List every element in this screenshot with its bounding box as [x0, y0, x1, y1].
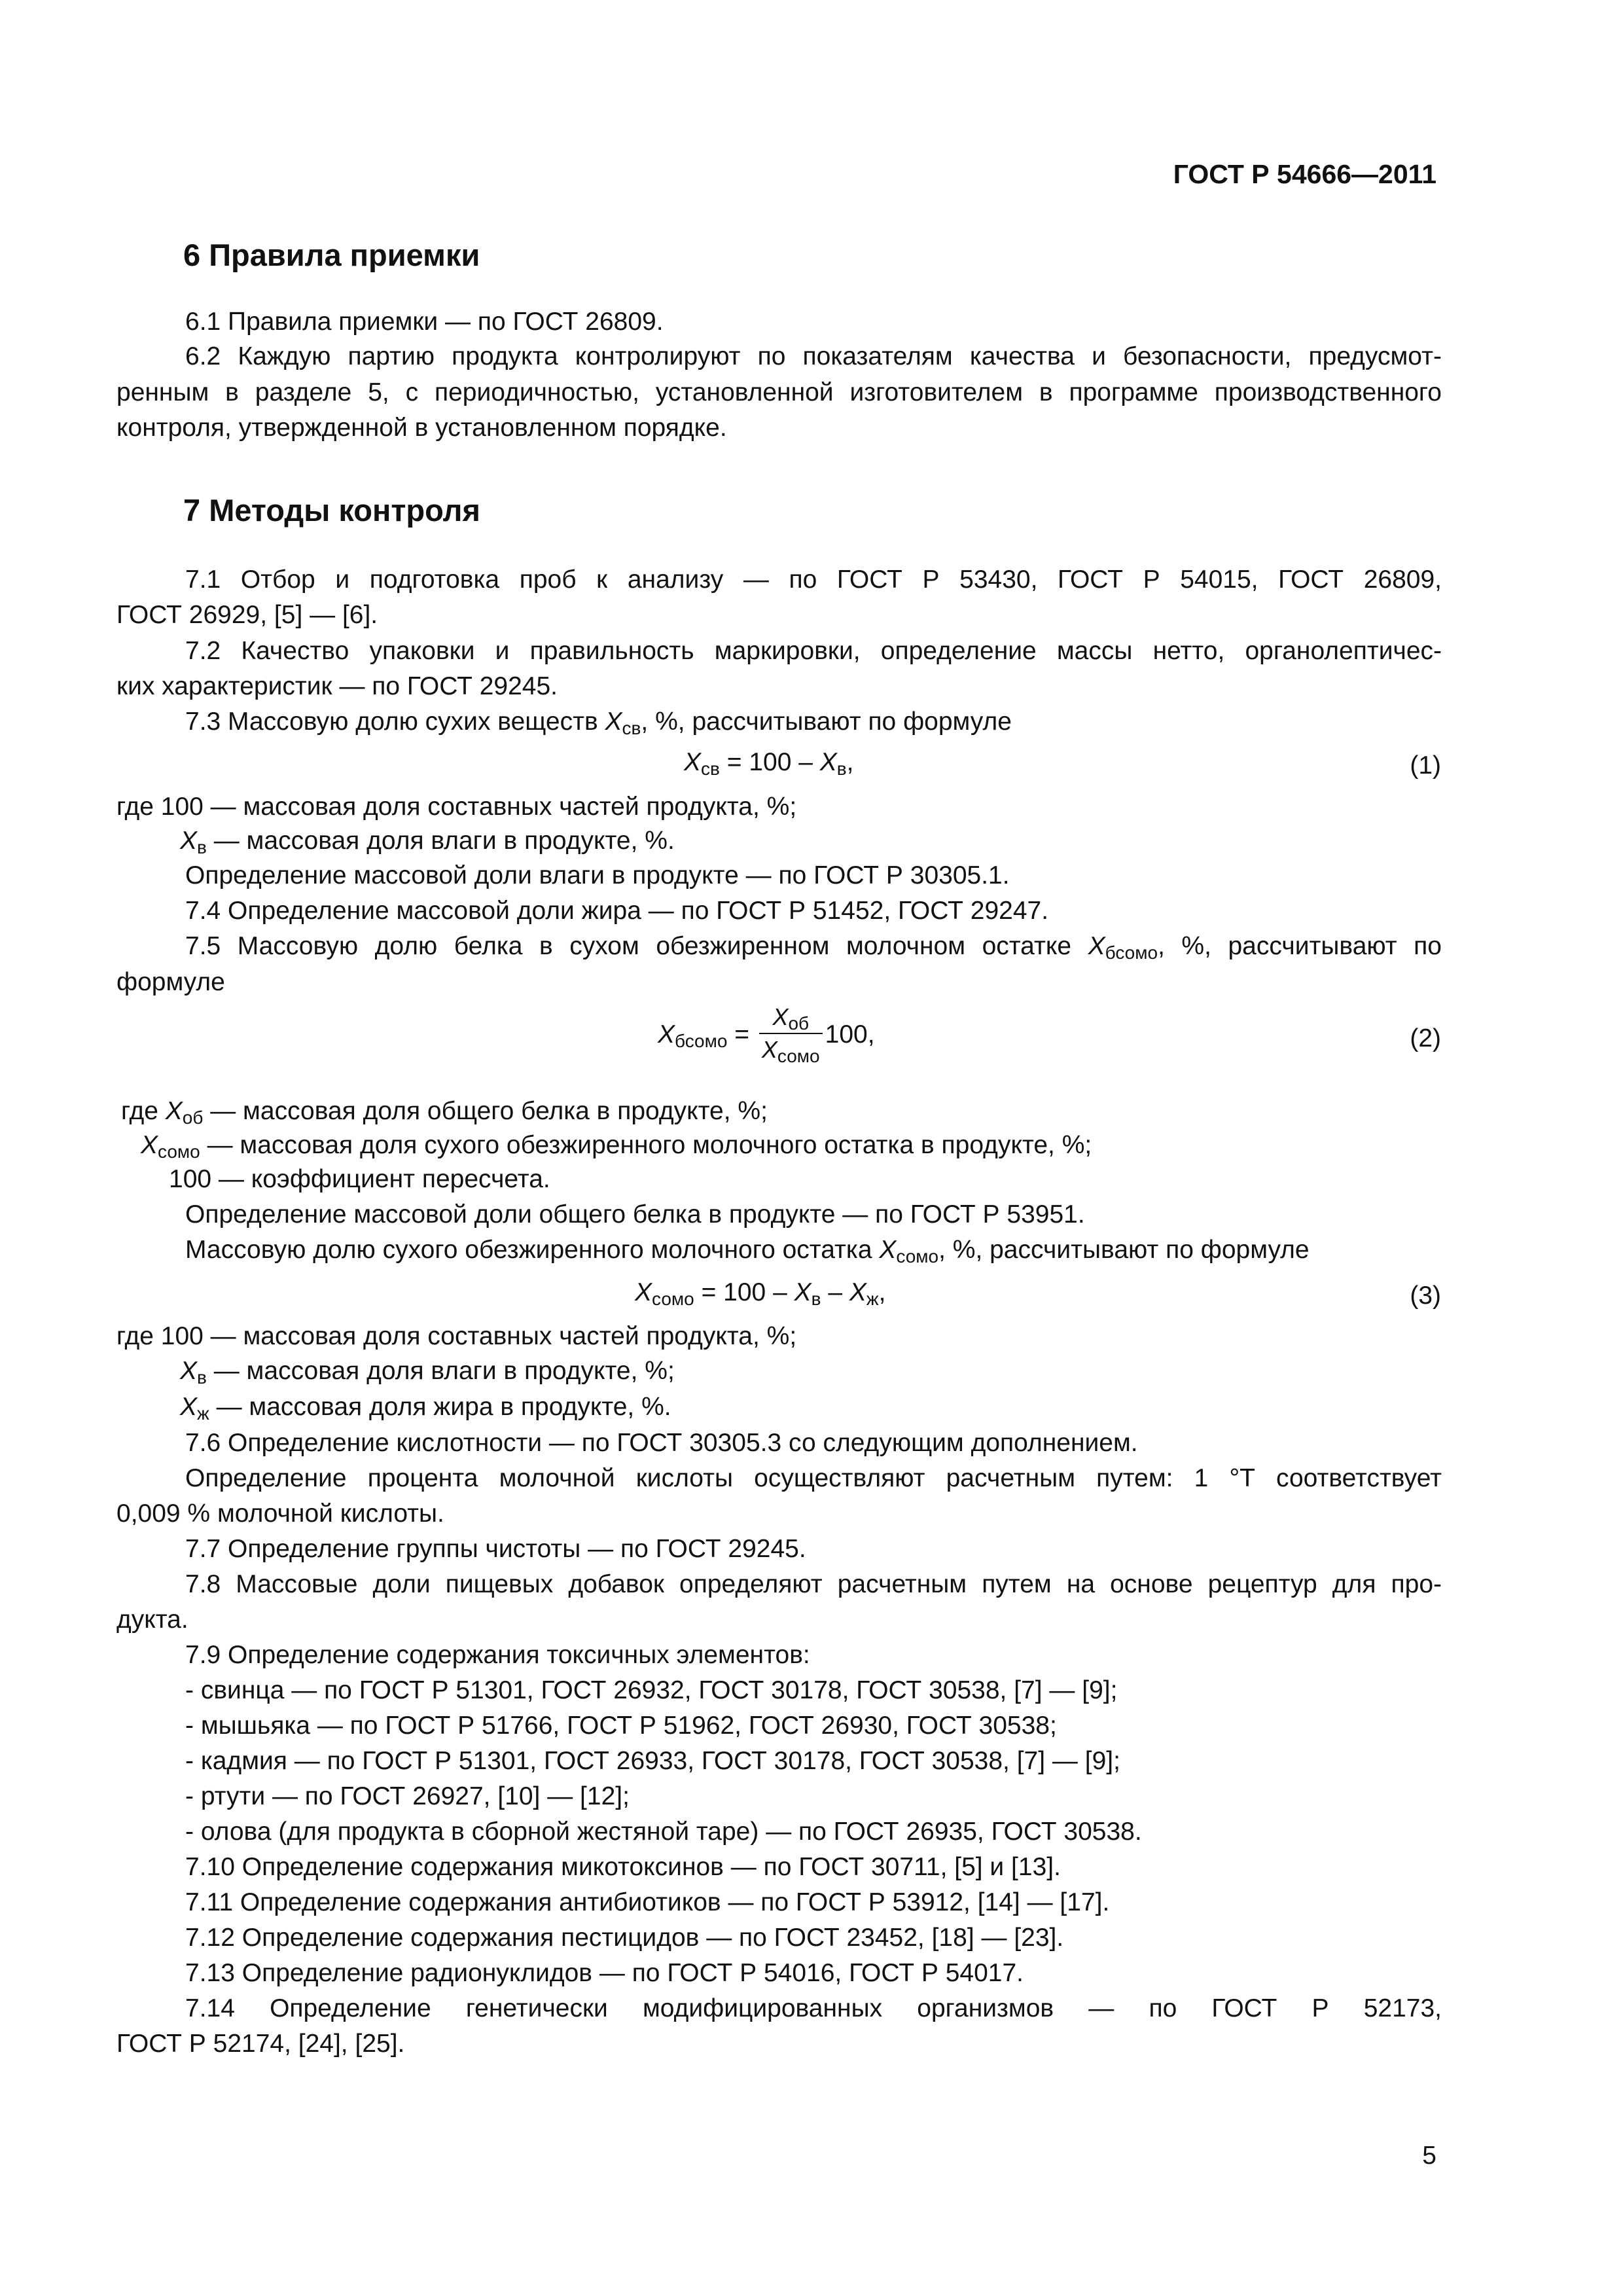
- clause-7-8-line2: дукта.: [116, 1605, 188, 1634]
- clause-7-6-line3: 0,009 % молочной кислоты.: [116, 1499, 444, 1528]
- formula-1-number: (1): [1410, 751, 1441, 780]
- document-header-id: ГОСТ Р 54666—2011: [1173, 159, 1436, 189]
- list-item: - мышьяка — по ГОСТ Р 51766, ГОСТ Р 51962, ГОСТ 26930, ГОСТ 30538;: [185, 1712, 1057, 1740]
- clause-7-8-line1: 7.8 Массовые доли пищевых добавок определяют расчетным путем на основе рецептур для про-: [185, 1570, 1442, 1598]
- where-1-line2: $X_в$ — массовая доля влаги в продукте, %.: [180, 827, 675, 857]
- clause-7-14-line1: 7.14 Определение генетически модифицированных организмов — по ГОСТ Р 52173,: [185, 1994, 1442, 2022]
- page-number: 5: [1422, 2142, 1436, 2170]
- list-item: - ртути — по ГОСТ 26927, [10] — [12];: [185, 1782, 630, 1810]
- clause-7-2-line2: ких характеристик — по ГОСТ 29245.: [116, 672, 558, 700]
- where-1-line1: где 100 — массовая доля составных частей продукта, %;: [116, 793, 797, 821]
- formula-1: $X_{св} = 100 - X_в$,: [684, 748, 854, 779]
- clause-7-10: 7.10 Определение содержания микотоксинов — по ГОСТ 30711, [5] и [13].: [185, 1853, 1061, 1881]
- section-7-heading: 7 Методы контроля: [183, 493, 480, 528]
- formula-3: $X_{сомо} = 100 - X_в - X_ж$,: [635, 1278, 886, 1309]
- clause-7-13: 7.13 Определение радионуклидов — по ГОСТ Р 54016, ГОСТ Р 54017.: [185, 1959, 1024, 1987]
- clause-7-5-line1: 7.5 Массовую долю белка в сухом обезжиренном молочном остатке $X_{бсомо}$, %, рассчитывают по: [185, 932, 1442, 963]
- formula-2: $X_{бсомо}$ = $\frac{X_{об}}{X_{сомо}}$ 100,: [658, 1003, 875, 1066]
- clause-7-2-line1: 7.2 Качество упаковки и правильность маркировки, определение массы нетто, органолептичес-: [185, 637, 1442, 665]
- clause-7-1-line1: 7.1 Отбор и подготовка проб к анализу — по ГОСТ Р 53430, ГОСТ Р 54015, ГОСТ 26809,: [185, 565, 1442, 594]
- formula-3-number: (3): [1410, 1282, 1441, 1310]
- where-2-line3: 100 — коэффициент пересчета.: [169, 1165, 550, 1193]
- clause-7-14-line2: ГОСТ Р 52174, [24], [25].: [116, 2030, 405, 2058]
- list-item: - свинца — по ГОСТ Р 51301, ГОСТ 26932, ГОСТ 30178, ГОСТ 30538, [7] — [9];: [185, 1676, 1118, 1704]
- clause-7-5-definition: Определение массовой доли общего белка в продукте — по ГОСТ Р 53951.: [185, 1200, 1085, 1229]
- where-3-line1: где 100 — массовая доля составных частей продукта, %;: [116, 1322, 797, 1350]
- clause-7-11: 7.11 Определение содержания антибиотиков — по ГОСТ Р 53912, [14] — [17].: [185, 1888, 1110, 1916]
- list-item: - олова (для продукта в сборной жестяной таре) — по ГОСТ 26935, ГОСТ 30538.: [185, 1818, 1142, 1846]
- formula-2-number: (2): [1410, 1024, 1441, 1052]
- where-2-line1: где $X_{об}$ — массовая доля общего белка в продукте, %;: [121, 1097, 768, 1128]
- clause-7-6-line2: Определение процента молочной кислоты осуществляют расчетным путем: 1 °Т соответствует: [185, 1464, 1442, 1492]
- clause-7-3: 7.3 Массовую долю сухих веществ $X_{св}$, %, рассчитывают по формуле: [185, 708, 1012, 738]
- clause-6-2-line2: ренным в разделе 5, с периодичностью, установленной изготовителем в программе производственного: [116, 378, 1442, 406]
- clause-7-5-somo: Массовую долю сухого обезжиренного молочного остатка $X_{сомо}$, %, рассчитывают по формуле: [185, 1236, 1310, 1266]
- where-3-line2: $X_в$ — массовая доля влаги в продукте, %;: [180, 1357, 675, 1388]
- clause-7-7: 7.7 Определение группы чистоты — по ГОСТ 29245.: [185, 1535, 806, 1563]
- formula-2-fraction: $\frac{X_{об}}{X_{сомо}}$: [759, 1004, 823, 1062]
- clause-6-2-line3: контроля, утвержденной в установленном порядке.: [116, 414, 727, 442]
- clause-7-5-line2: формуле: [116, 968, 225, 996]
- clause-7-4: 7.4 Определение массовой доли жира — по ГОСТ Р 51452, ГОСТ 29247.: [185, 897, 1049, 925]
- clause-6-2-line1: 6.2 Каждую партию продукта контролируют по показателям качества и безопасности, предусмот-: [185, 342, 1442, 370]
- clause-7-1-line2: ГОСТ 26929, [5] — [6].: [116, 601, 378, 629]
- where-2-line2: $X_{сомо}$ — массовая доля сухого обезжиренного молочного остатка в продукте, %;: [141, 1131, 1092, 1162]
- clause-7-6: 7.6 Определение кислотности — по ГОСТ 30305.3 со следующим дополнением.: [185, 1429, 1138, 1457]
- clause-7-9: 7.9 Определение содержания токсичных элементов:: [185, 1641, 810, 1669]
- where-3-line3: $X_ж$ — массовая доля жира в продукте, %.: [180, 1393, 671, 1424]
- clause-6-1: 6.1 Правила приемки — по ГОСТ 26809.: [185, 308, 664, 336]
- clause-7-12: 7.12 Определение содержания пестицидов — по ГОСТ 23452, [18] — [23].: [185, 1924, 1064, 1952]
- clause-7-3-definition: Определение массовой доли влаги в продукте — по ГОСТ Р 30305.1.: [185, 861, 1010, 889]
- section-6-heading: 6 Правила приемки: [183, 238, 480, 272]
- list-item: - кадмия — по ГОСТ Р 51301, ГОСТ 26933, ГОСТ 30178, ГОСТ 30538, [7] — [9];: [185, 1747, 1120, 1775]
